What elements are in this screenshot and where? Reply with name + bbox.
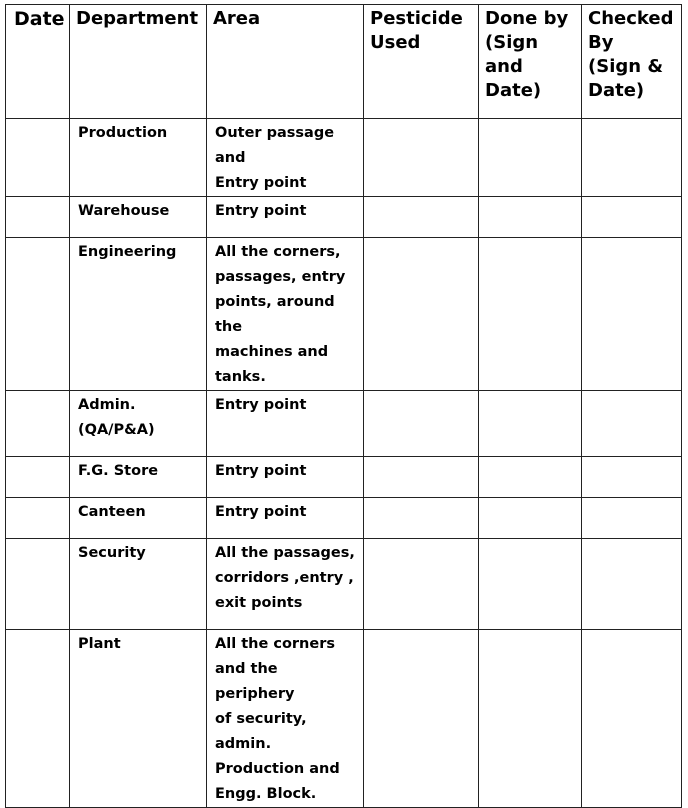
pesticide-cell — [364, 498, 479, 539]
pesticide-cell — [364, 539, 479, 630]
done-by-cell — [479, 238, 582, 391]
area-cell: All the corners and the periphery of security, admin. Production and Engg. Block. — [207, 630, 364, 808]
department-cell: Plant — [70, 630, 207, 808]
table-row — [6, 391, 682, 457]
header-department: Department — [70, 5, 207, 119]
pesticide-cell — [364, 197, 479, 238]
table-row — [6, 238, 682, 391]
done-by-cell — [479, 457, 582, 498]
area-cell: Entry point — [207, 197, 364, 238]
date-cell — [6, 119, 70, 197]
department-cell: Engineering — [70, 238, 207, 391]
done-by-cell — [479, 539, 582, 630]
table-row — [6, 539, 682, 630]
checked-by-cell — [582, 119, 682, 197]
department-cell: Production — [70, 119, 207, 197]
area-cell: Outer passage and Entry point — [207, 119, 364, 197]
pesticide-cell — [364, 238, 479, 391]
pesticide-cell — [364, 391, 479, 457]
table-row — [6, 119, 682, 197]
table-row — [6, 630, 682, 808]
date-cell — [6, 539, 70, 630]
checked-by-cell — [582, 238, 682, 391]
header-row — [6, 5, 682, 119]
table-row — [6, 457, 682, 498]
checked-by-cell — [582, 457, 682, 498]
date-cell — [6, 391, 70, 457]
checked-by-cell — [582, 197, 682, 238]
table-row — [6, 197, 682, 238]
header-checked-by: Checked By (Sign & Date) — [582, 5, 682, 119]
area-cell: Entry point — [207, 391, 364, 457]
done-by-cell — [479, 498, 582, 539]
done-by-cell — [479, 391, 582, 457]
department-cell: Security — [70, 539, 207, 630]
department-cell: F.G. Store — [70, 457, 207, 498]
area-cell: Entry point — [207, 457, 364, 498]
checked-by-cell — [582, 630, 682, 808]
table-row — [6, 498, 682, 539]
area-cell: All the passages, corridors ,entry , exit points — [207, 539, 364, 630]
department-cell: Warehouse — [70, 197, 207, 238]
checked-by-cell — [582, 498, 682, 539]
date-cell — [6, 457, 70, 498]
done-by-cell — [479, 197, 582, 238]
checked-by-cell — [582, 391, 682, 457]
date-cell — [6, 630, 70, 808]
date-cell — [6, 238, 70, 391]
pesticide-cell — [364, 119, 479, 197]
department-cell: Admin. (QA/P&A) — [70, 391, 207, 457]
date-cell — [6, 498, 70, 539]
checked-by-cell — [582, 539, 682, 630]
pesticide-cell — [364, 630, 479, 808]
header-done-by: Done by (Sign and Date) — [479, 5, 582, 119]
done-by-cell — [479, 119, 582, 197]
done-by-cell — [479, 630, 582, 808]
date-cell — [6, 197, 70, 238]
pest-control-log-table — [5, 4, 682, 808]
header-area: Area — [207, 5, 364, 119]
area-cell: All the corners, passages, entry points, around the machines and tanks. — [207, 238, 364, 391]
header-date: Date — [6, 5, 70, 119]
pesticide-cell — [364, 457, 479, 498]
area-cell: Entry point — [207, 498, 364, 539]
header-pesticide-used: Pesticide Used — [364, 5, 479, 119]
department-cell: Canteen — [70, 498, 207, 539]
